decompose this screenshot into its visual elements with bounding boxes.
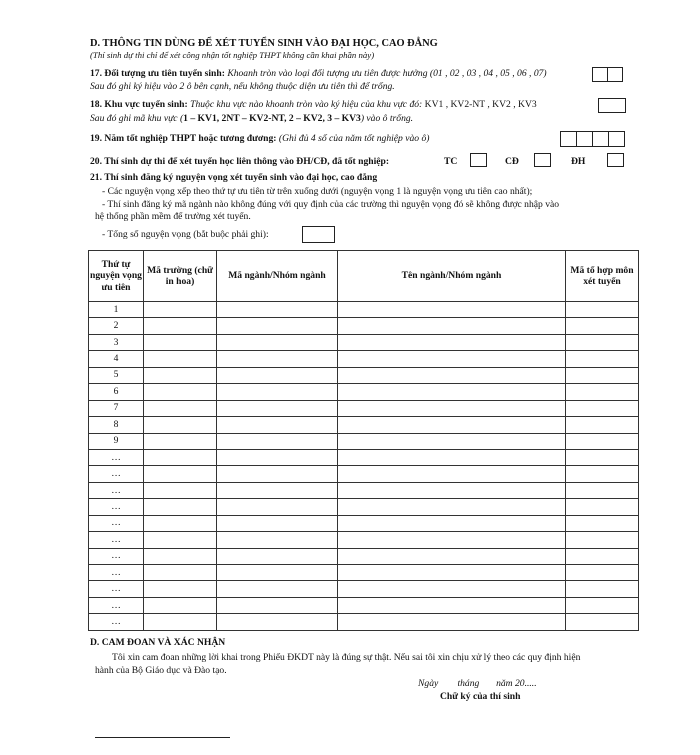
major-code-cell[interactable] xyxy=(217,597,338,613)
subject-combination-cell[interactable] xyxy=(566,367,639,383)
school-code-cell[interactable] xyxy=(144,597,217,613)
school-code-cell[interactable] xyxy=(144,482,217,498)
q17-instruction: Khoanh tròn vào loại đối tượng ưu tiên được hưởng (01 , 02 , 03 , 04 , 05 , 06 , 07) xyxy=(227,68,547,79)
q19-hint: (Ghi đủ 4 số của năm tốt nghiệp vào ô) xyxy=(278,133,430,144)
subject-combination-cell[interactable] xyxy=(566,302,639,318)
major-code-cell[interactable] xyxy=(217,499,338,515)
major-code-cell[interactable] xyxy=(217,417,338,433)
q20-option-tc: TC xyxy=(444,156,458,167)
major-code-cell[interactable] xyxy=(217,400,338,416)
major-name-cell[interactable] xyxy=(338,384,566,400)
wishes-table-body xyxy=(89,302,639,631)
table-row xyxy=(89,597,639,613)
school-code-cell[interactable] xyxy=(144,334,217,350)
header-school-code: Mã trường (chữ in hoa) xyxy=(144,251,217,302)
q17-line1 xyxy=(90,68,547,80)
priority-order-cell: 4 xyxy=(89,351,144,367)
section-d-subtitle: (Thí sinh dự thi chỉ để xét công nhận tốt nghiệp THPT không cần khai phần này) xyxy=(90,50,375,60)
major-name-cell[interactable] xyxy=(338,597,566,613)
table-row xyxy=(89,433,639,449)
q18-instruction: Thuộc khu vực nào khoanh tròn vào ký hiệu của khu vực đó: xyxy=(190,99,423,110)
table-row xyxy=(89,581,639,597)
table-row xyxy=(89,367,639,383)
subject-combination-cell[interactable] xyxy=(566,597,639,613)
q21-note-3: - Tổng số nguyện vọng (bắt buộc phải ghi): xyxy=(102,229,269,240)
q20-label: 20. Thí sinh dự thi để xét tuyển học liên thông vào ĐH/CĐ, đã tốt nghiệp: xyxy=(90,156,390,167)
commitment-line-1: Tôi xin cam đoan những lời khai trong Phiếu ĐKDT này là đúng sự thật. Nếu sai tôi xin chịu xử lý theo các quy định hiện xyxy=(112,652,581,663)
school-code-cell[interactable] xyxy=(144,515,217,531)
major-name-cell[interactable] xyxy=(338,351,566,367)
school-code-cell[interactable] xyxy=(144,565,217,581)
priority-order-cell: … xyxy=(89,548,144,564)
priority-order-cell: … xyxy=(89,449,144,465)
major-code-cell[interactable] xyxy=(217,384,338,400)
wishes-table-header-row xyxy=(89,251,639,302)
priority-order-cell: … xyxy=(89,597,144,613)
q21-note-2b: hệ thống phần mềm để trường xét tuyển. xyxy=(95,211,251,222)
table-row xyxy=(89,466,639,482)
q18-line2 xyxy=(90,113,413,125)
header-major-code: Mã ngành/Nhóm ngành xyxy=(217,251,338,302)
table-row xyxy=(89,449,639,465)
commitment-line-2: hành của Bộ Giáo dục và Đào tạo. xyxy=(95,665,227,676)
q19-line xyxy=(90,133,429,145)
section-commitment-title: D. CAM ĐOAN VÀ XÁC NHẬN xyxy=(90,637,226,648)
school-code-cell[interactable] xyxy=(144,417,217,433)
subject-combination-cell[interactable] xyxy=(566,334,639,350)
table-row xyxy=(89,334,639,350)
subject-combination-cell[interactable] xyxy=(566,433,639,449)
priority-order-cell: … xyxy=(89,532,144,548)
q20-checkbox-tc[interactable] xyxy=(470,153,487,167)
q20-checkbox-dh[interactable] xyxy=(607,153,624,167)
priority-order-cell: 1 xyxy=(89,302,144,318)
school-code-cell[interactable] xyxy=(144,384,217,400)
major-code-cell[interactable] xyxy=(217,515,338,531)
major-name-cell[interactable] xyxy=(338,318,566,334)
priority-order-cell: 8 xyxy=(89,417,144,433)
major-code-cell[interactable] xyxy=(217,302,338,318)
major-code-cell[interactable] xyxy=(217,433,338,449)
priority-order-cell: 2 xyxy=(89,318,144,334)
q18-line2-start: Sau đó ghi mã khu vực ( xyxy=(90,113,184,124)
q18-area-codes: KV1 , KV2-NT , KV2 , KV3 xyxy=(424,99,537,110)
subject-combination-cell[interactable] xyxy=(566,466,639,482)
major-name-cell[interactable] xyxy=(338,499,566,515)
signature-date: Ngày tháng năm 20..... xyxy=(418,678,537,689)
major-code-cell[interactable] xyxy=(217,565,338,581)
q19-box-1[interactable] xyxy=(560,131,577,147)
subject-combination-cell[interactable] xyxy=(566,351,639,367)
major-code-cell[interactable] xyxy=(217,532,338,548)
priority-order-cell: 9 xyxy=(89,433,144,449)
major-name-cell[interactable] xyxy=(338,400,566,416)
major-code-cell[interactable] xyxy=(217,351,338,367)
q17-priority-code-boxes xyxy=(592,67,623,82)
signature-label: Chữ ký của thí sinh xyxy=(440,691,521,702)
major-name-cell[interactable] xyxy=(338,565,566,581)
subject-combination-cell[interactable] xyxy=(566,449,639,465)
table-row xyxy=(89,482,639,498)
major-code-cell[interactable] xyxy=(217,318,338,334)
q18-line1 xyxy=(90,99,537,111)
table-row xyxy=(89,515,639,531)
major-name-cell[interactable] xyxy=(338,581,566,597)
school-code-cell[interactable] xyxy=(144,318,217,334)
major-name-cell[interactable] xyxy=(338,466,566,482)
q18-line2-codes: 1 – KV1, 2NT – KV2-NT, 2 – KV2, 3 – KV3 xyxy=(183,113,361,124)
major-code-cell[interactable] xyxy=(217,614,338,630)
major-code-cell[interactable] xyxy=(217,466,338,482)
major-name-cell[interactable] xyxy=(338,334,566,350)
subject-combination-cell[interactable] xyxy=(566,581,639,597)
subject-combination-cell[interactable] xyxy=(566,400,639,416)
q20-option-cd: CĐ xyxy=(505,156,519,167)
major-name-cell[interactable] xyxy=(338,614,566,630)
major-name-cell[interactable] xyxy=(338,548,566,564)
school-code-cell[interactable] xyxy=(144,548,217,564)
table-row xyxy=(89,532,639,548)
major-name-cell[interactable] xyxy=(338,433,566,449)
header-major-name: Tên ngành/Nhóm ngành xyxy=(338,251,566,302)
q17-label: 17. Đối tượng ưu tiên tuyển sinh: xyxy=(90,68,225,79)
q18-area-box[interactable] xyxy=(598,98,626,113)
header-priority-order: Thứ tự nguyện vọng ưu tiên xyxy=(89,251,144,302)
priority-order-cell: 6 xyxy=(89,384,144,400)
q18-line2-end: ) vào ô trống. xyxy=(360,113,414,124)
table-row xyxy=(89,548,639,564)
major-code-cell[interactable] xyxy=(217,581,338,597)
school-code-cell[interactable] xyxy=(144,499,217,515)
major-code-cell[interactable] xyxy=(217,548,338,564)
priority-order-cell: … xyxy=(89,614,144,630)
q21-label: 21. Thí sinh đăng ký nguyện vọng xét tuyển sinh vào đại học, cao đẳng xyxy=(90,172,378,183)
subject-combination-cell[interactable] xyxy=(566,614,639,630)
q21-note-2a: - Thí sinh đăng ký mã ngành nào không đúng với quy định của các trường thì nguyện vọng đó sẽ không được nhập vào xyxy=(102,199,560,210)
subject-combination-cell[interactable] xyxy=(566,548,639,564)
subject-combination-cell[interactable] xyxy=(566,482,639,498)
school-code-cell[interactable] xyxy=(144,614,217,630)
school-code-cell[interactable] xyxy=(144,351,217,367)
school-code-cell[interactable] xyxy=(144,581,217,597)
q20-checkbox-cd[interactable] xyxy=(534,153,551,167)
major-name-cell[interactable] xyxy=(338,367,566,383)
table-row xyxy=(89,499,639,515)
major-code-cell[interactable] xyxy=(217,367,338,383)
priority-order-cell: 7 xyxy=(89,400,144,416)
q19-box-3[interactable] xyxy=(592,131,609,147)
priority-order-cell: … xyxy=(89,565,144,581)
subject-combination-cell[interactable] xyxy=(566,318,639,334)
school-code-cell[interactable] xyxy=(144,367,217,383)
wishes-table xyxy=(88,250,639,631)
priority-order-cell: … xyxy=(89,482,144,498)
priority-order-cell: … xyxy=(89,515,144,531)
header-subject-combination: Mã tổ hợp môn xét tuyển xyxy=(566,251,639,302)
footnote-divider xyxy=(95,737,230,738)
q17-line2: Sau đó ghi ký hiệu vào 2 ô bên cạnh, nếu không thuộc diện ưu tiên thì để trống. xyxy=(90,81,395,92)
section-d-title: D. THÔNG TIN DÙNG ĐỂ XÉT TUYỂN SINH VÀO ĐẠI HỌC, CAO ĐẲNG xyxy=(90,38,438,49)
subject-combination-cell[interactable] xyxy=(566,532,639,548)
major-code-cell[interactable] xyxy=(217,449,338,465)
subject-combination-cell[interactable] xyxy=(566,417,639,433)
table-row xyxy=(89,565,639,581)
major-code-cell[interactable] xyxy=(217,334,338,350)
major-code-cell[interactable] xyxy=(217,482,338,498)
q21-note-1: - Các nguyện vọng xếp theo thứ tự ưu tiên từ trên xuống dưới (nguyện vọng 1 là nguyện vọng ưu tiên cao nhất); xyxy=(102,186,533,197)
table-row xyxy=(89,417,639,433)
q20-option-dh: ĐH xyxy=(571,156,586,167)
priority-order-cell: … xyxy=(89,466,144,482)
table-row xyxy=(89,614,639,630)
q19-box-4[interactable] xyxy=(608,131,625,147)
subject-combination-cell[interactable] xyxy=(566,565,639,581)
q18-label: 18. Khu vực tuyển sinh: xyxy=(90,99,188,110)
subject-combination-cell[interactable] xyxy=(566,384,639,400)
q17-box-2[interactable] xyxy=(607,67,623,82)
major-name-cell[interactable] xyxy=(338,417,566,433)
school-code-cell[interactable] xyxy=(144,449,217,465)
priority-order-cell: … xyxy=(89,499,144,515)
priority-order-cell: … xyxy=(89,581,144,597)
q17-box-1[interactable] xyxy=(592,67,608,82)
q21-total-wishes-box[interactable] xyxy=(302,226,335,243)
priority-order-cell: 5 xyxy=(89,367,144,383)
major-name-cell[interactable] xyxy=(338,302,566,318)
major-name-cell[interactable] xyxy=(338,449,566,465)
table-row xyxy=(89,302,639,318)
table-row xyxy=(89,400,639,416)
priority-order-cell: 3 xyxy=(89,334,144,350)
q19-label: 19. Năm tốt nghiệp THPT hoặc tương đương: xyxy=(90,133,277,144)
subject-combination-cell[interactable] xyxy=(566,499,639,515)
major-name-cell[interactable] xyxy=(338,482,566,498)
table-row xyxy=(89,384,639,400)
school-code-cell[interactable] xyxy=(144,532,217,548)
school-code-cell[interactable] xyxy=(144,400,217,416)
school-code-cell[interactable] xyxy=(144,433,217,449)
q19-box-2[interactable] xyxy=(576,131,593,147)
school-code-cell[interactable] xyxy=(144,302,217,318)
school-code-cell[interactable] xyxy=(144,466,217,482)
table-row xyxy=(89,318,639,334)
table-row xyxy=(89,351,639,367)
major-name-cell[interactable] xyxy=(338,532,566,548)
major-name-cell[interactable] xyxy=(338,515,566,531)
subject-combination-cell[interactable] xyxy=(566,515,639,531)
q19-year-boxes xyxy=(560,131,625,147)
